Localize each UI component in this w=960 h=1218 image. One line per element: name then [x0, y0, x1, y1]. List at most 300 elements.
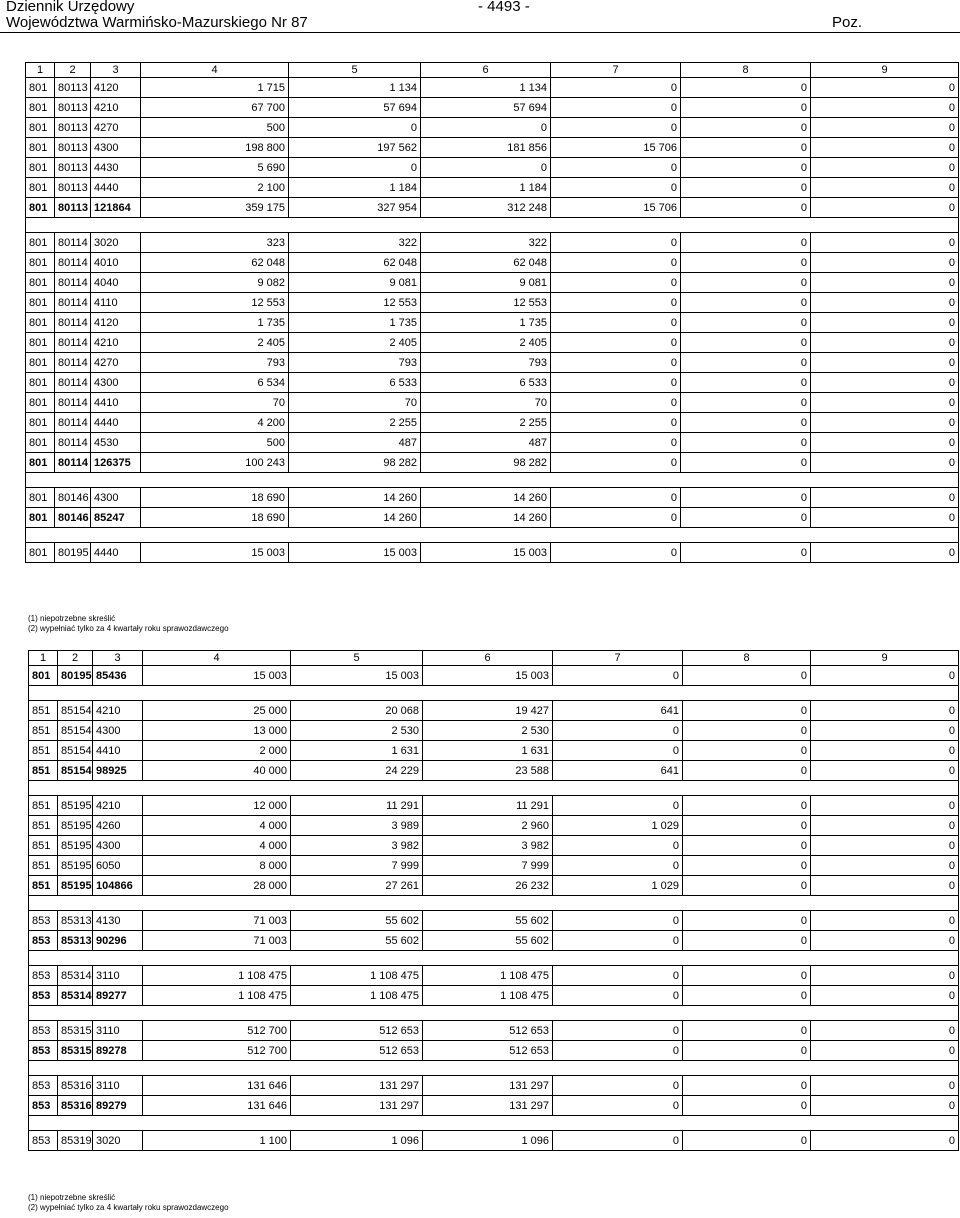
- table-cell: 512 653: [291, 1021, 423, 1041]
- table-cell: 641: [553, 701, 683, 721]
- table-cell: 98 282: [421, 453, 551, 473]
- table-cell: 793: [289, 353, 421, 373]
- table-cell: 801: [26, 78, 55, 98]
- table-row: [26, 543, 959, 563]
- table-cell: 801: [26, 138, 55, 158]
- table-cell: 851: [29, 876, 58, 896]
- table-cell: 853: [29, 1096, 58, 1116]
- table-cell: 0: [683, 1131, 811, 1151]
- table-cell: 487: [421, 433, 551, 453]
- table-cell: 851: [29, 761, 58, 781]
- table-cell: 0: [683, 966, 811, 986]
- separator-cell: [26, 218, 959, 233]
- table-cell: 851: [29, 836, 58, 856]
- table-cell: 0: [681, 178, 811, 198]
- footnote-1: (1) niepotrzebne skreślić: [28, 1193, 116, 1202]
- table-row: [26, 118, 959, 138]
- table-cell: 1 715: [141, 78, 289, 98]
- table-cell: 80114: [55, 313, 91, 333]
- table-cell: 2 255: [421, 413, 551, 433]
- table-cell: 0: [683, 761, 811, 781]
- section-separator: [29, 896, 959, 911]
- table-cell: 121864: [91, 198, 141, 218]
- footnote-1: (1) niepotrzebne skreślić: [28, 614, 116, 623]
- table-cell: 0: [553, 966, 683, 986]
- separator-cell: [29, 1006, 959, 1021]
- table-cell: 80113: [55, 158, 91, 178]
- table-cell: 67 700: [141, 98, 289, 118]
- table-cell: 26 232: [423, 876, 553, 896]
- column-header: 3: [93, 651, 143, 666]
- table-row: [29, 701, 959, 721]
- table-cell: 23 588: [423, 761, 553, 781]
- table-cell: 80114: [55, 373, 91, 393]
- table-cell: 6050: [93, 856, 143, 876]
- table-cell: 6 533: [421, 373, 551, 393]
- table-cell: 0: [683, 876, 811, 896]
- table-row: [29, 741, 959, 761]
- subtotal-row: [29, 1041, 959, 1061]
- table-cell: 80113: [55, 138, 91, 158]
- table-cell: 0: [681, 253, 811, 273]
- table-cell: 0: [683, 1096, 811, 1116]
- table-cell: 0: [811, 543, 959, 563]
- table-cell: 85315: [58, 1021, 93, 1041]
- table-cell: 4040: [91, 273, 141, 293]
- table-cell: 0: [681, 273, 811, 293]
- table-cell: 0: [681, 158, 811, 178]
- table-row: [26, 273, 959, 293]
- table-cell: 131 646: [143, 1076, 291, 1096]
- table-cell: 0: [681, 198, 811, 218]
- table-cell: 0: [551, 353, 681, 373]
- table-cell: 0: [811, 1041, 959, 1061]
- table-cell: 131 297: [423, 1096, 553, 1116]
- table-cell: 80146: [55, 488, 91, 508]
- table-cell: 181 856: [421, 138, 551, 158]
- table-cell: 853: [29, 1076, 58, 1096]
- table-row: [26, 158, 959, 178]
- table-cell: 85195: [58, 876, 93, 896]
- table-cell: 2 530: [423, 721, 553, 741]
- table-cell: 2 100: [141, 178, 289, 198]
- table-cell: 90296: [93, 931, 143, 951]
- table-cell: 0: [681, 413, 811, 433]
- table-cell: 853: [29, 986, 58, 1006]
- table-cell: 0: [811, 353, 959, 373]
- table-cell: 2 000: [143, 741, 291, 761]
- table-cell: 0: [811, 158, 959, 178]
- table-cell: 57 694: [421, 98, 551, 118]
- table-cell: 18 690: [141, 508, 289, 528]
- table-cell: 80114: [55, 233, 91, 253]
- table-cell: 1 029: [553, 876, 683, 896]
- table-cell: 80113: [55, 118, 91, 138]
- table-cell: 4260: [93, 816, 143, 836]
- table-cell: 0: [681, 98, 811, 118]
- table-cell: 4210: [93, 701, 143, 721]
- section-separator: [26, 528, 959, 543]
- table-row: [26, 233, 959, 253]
- table-cell: 0: [811, 138, 959, 158]
- table-cell: 1 631: [423, 741, 553, 761]
- table-cell: 85195: [58, 856, 93, 876]
- table-cell: 0: [811, 433, 959, 453]
- table-cell: 0: [681, 233, 811, 253]
- table-cell: 0: [553, 1041, 683, 1061]
- budget-table-1: [25, 62, 959, 563]
- table-cell: 0: [683, 701, 811, 721]
- table-cell: 0: [811, 333, 959, 353]
- table-cell: 0: [811, 508, 959, 528]
- table-cell: 4300: [93, 836, 143, 856]
- table-cell: 0: [553, 986, 683, 1006]
- footnotes-1: [28, 614, 229, 634]
- table-cell: 0: [551, 453, 681, 473]
- subtotal-row: [29, 876, 959, 896]
- table-cell: 4270: [91, 353, 141, 373]
- table-cell: 801: [26, 393, 55, 413]
- table-cell: 71 003: [143, 911, 291, 931]
- table-cell: 0: [551, 508, 681, 528]
- table-cell: 801: [26, 543, 55, 563]
- table-cell: 851: [29, 721, 58, 741]
- table-row: [29, 836, 959, 856]
- table-cell: 15 003: [143, 666, 291, 686]
- separator-cell: [26, 528, 959, 543]
- table-cell: 15 003: [421, 543, 551, 563]
- table-cell: 0: [683, 796, 811, 816]
- table-cell: 85319: [58, 1131, 93, 1151]
- table-cell: 0: [551, 413, 681, 433]
- table-cell: 0: [683, 931, 811, 951]
- table-cell: 198 800: [141, 138, 289, 158]
- table-cell: 0: [681, 543, 811, 563]
- table-cell: 0: [683, 1041, 811, 1061]
- table-cell: 0: [811, 666, 959, 686]
- table-cell: 0: [811, 198, 959, 218]
- table-cell: 801: [26, 118, 55, 138]
- table-cell: 4440: [91, 543, 141, 563]
- table-cell: 0: [551, 118, 681, 138]
- table-cell: 89277: [93, 986, 143, 1006]
- table-cell: 801: [26, 453, 55, 473]
- table-cell: 0: [811, 721, 959, 741]
- table-cell: 3110: [93, 966, 143, 986]
- table-cell: 3 989: [291, 816, 423, 836]
- table-cell: 1 100: [143, 1131, 291, 1151]
- table-cell: 85315: [58, 1041, 93, 1061]
- table-cell: 0: [811, 966, 959, 986]
- table-cell: 6 533: [289, 373, 421, 393]
- table-row: [26, 138, 959, 158]
- table-cell: 20 068: [291, 701, 423, 721]
- table-cell: 0: [811, 1096, 959, 1116]
- table-cell: 801: [26, 413, 55, 433]
- table-cell: 0: [811, 293, 959, 313]
- table-row: [26, 333, 959, 353]
- table-cell: 0: [551, 333, 681, 353]
- table-cell: 3110: [93, 1021, 143, 1041]
- footnote-2: (2) wypełniać tylko za 4 kwartały roku sprawozdawczego: [28, 1203, 229, 1212]
- table-cell: 322: [421, 233, 551, 253]
- table-cell: 11 291: [423, 796, 553, 816]
- table-cell: 15 003: [291, 666, 423, 686]
- table-cell: 85314: [58, 986, 93, 1006]
- table-cell: 0: [551, 433, 681, 453]
- table-cell: 0: [551, 373, 681, 393]
- table-cell: 0: [681, 393, 811, 413]
- table-cell: 0: [811, 856, 959, 876]
- table-cell: 0: [811, 178, 959, 198]
- table-row: [26, 313, 959, 333]
- table-row: [29, 856, 959, 876]
- table-cell: 80114: [55, 433, 91, 453]
- footnotes-2: [28, 1193, 229, 1213]
- separator-cell: [29, 1061, 959, 1076]
- table-cell: 89279: [93, 1096, 143, 1116]
- table-cell: 0: [811, 413, 959, 433]
- table-cell: 85154: [58, 761, 93, 781]
- table-cell: 0: [811, 233, 959, 253]
- table-row: [29, 721, 959, 741]
- table-cell: 801: [26, 198, 55, 218]
- table-cell: 853: [29, 966, 58, 986]
- table-cell: 4120: [91, 313, 141, 333]
- table-cell: 323: [141, 233, 289, 253]
- table-row: [26, 178, 959, 198]
- subtotal-row: [26, 453, 959, 473]
- table-cell: 4 000: [143, 836, 291, 856]
- section-separator: [26, 473, 959, 488]
- table-cell: 0: [811, 931, 959, 951]
- table-row: [26, 393, 959, 413]
- table-cell: 131 297: [423, 1076, 553, 1096]
- table-cell: 0: [553, 666, 683, 686]
- table-cell: 7 999: [291, 856, 423, 876]
- column-header-row: [29, 651, 959, 666]
- table-cell: 80114: [55, 253, 91, 273]
- table-row: [29, 911, 959, 931]
- table-cell: 0: [683, 666, 811, 686]
- table-cell: 4210: [91, 333, 141, 353]
- table-cell: 15 003: [423, 666, 553, 686]
- table-row: [29, 796, 959, 816]
- table-cell: 801: [26, 233, 55, 253]
- table-cell: 801: [26, 158, 55, 178]
- table-cell: 0: [553, 1021, 683, 1041]
- separator-cell: [29, 686, 959, 701]
- table-cell: 131 297: [291, 1076, 423, 1096]
- table-cell: 500: [141, 433, 289, 453]
- table-cell: 0: [681, 293, 811, 313]
- table-cell: 0: [811, 701, 959, 721]
- table-cell: 0: [553, 796, 683, 816]
- table-cell: 0: [683, 856, 811, 876]
- table-cell: 14 260: [289, 508, 421, 528]
- table-row: [26, 98, 959, 118]
- table-cell: 4530: [91, 433, 141, 453]
- table-cell: 0: [551, 98, 681, 118]
- subtotal-row: [26, 508, 959, 528]
- table-cell: 15 706: [551, 198, 681, 218]
- table-cell: 801: [26, 373, 55, 393]
- table-cell: 100 243: [141, 453, 289, 473]
- table-cell: 4430: [91, 158, 141, 178]
- table-cell: 793: [141, 353, 289, 373]
- table-cell: 80114: [55, 393, 91, 413]
- table-cell: 4300: [91, 488, 141, 508]
- table-cell: 0: [683, 1076, 811, 1096]
- table-cell: 85154: [58, 701, 93, 721]
- separator-cell: [29, 1116, 959, 1131]
- separator-cell: [29, 896, 959, 911]
- table-row: [29, 1076, 959, 1096]
- table-cell: 0: [811, 253, 959, 273]
- table-cell: 0: [289, 118, 421, 138]
- table-cell: 851: [29, 856, 58, 876]
- table-cell: 0: [553, 856, 683, 876]
- table-cell: 4300: [93, 721, 143, 741]
- table-cell: 0: [811, 986, 959, 1006]
- table-cell: 1 184: [289, 178, 421, 198]
- position-label: Poz.: [832, 14, 863, 31]
- table-cell: 0: [811, 393, 959, 413]
- table-cell: 85154: [58, 721, 93, 741]
- table-cell: 801: [26, 293, 55, 313]
- table-cell: 55 602: [291, 931, 423, 951]
- table-cell: 0: [553, 1131, 683, 1151]
- table-cell: 1 096: [423, 1131, 553, 1151]
- table-cell: 104866: [93, 876, 143, 896]
- table-cell: 0: [681, 373, 811, 393]
- table-cell: 28 000: [143, 876, 291, 896]
- table-cell: 4440: [91, 178, 141, 198]
- table-cell: 487: [289, 433, 421, 453]
- table-cell: 80114: [55, 273, 91, 293]
- table-row: [26, 293, 959, 313]
- table-cell: 0: [811, 741, 959, 761]
- section-separator: [29, 951, 959, 966]
- table-cell: 4110: [91, 293, 141, 313]
- table-cell: 1 184: [421, 178, 551, 198]
- table-cell: 0: [811, 796, 959, 816]
- table-cell: 131 297: [291, 1096, 423, 1116]
- table-cell: 853: [29, 1021, 58, 1041]
- table-cell: 25 000: [143, 701, 291, 721]
- table-cell: 80146: [55, 508, 91, 528]
- table-cell: 0: [811, 836, 959, 856]
- journal-title: Dziennik Urzędowy: [6, 0, 135, 15]
- subtotal-row: [29, 931, 959, 951]
- table-cell: 2 530: [291, 721, 423, 741]
- budget-table-2: [28, 650, 959, 1151]
- table-cell: 4300: [91, 373, 141, 393]
- table-cell: 2 405: [421, 333, 551, 353]
- subtotal-row: [29, 666, 959, 686]
- column-header: 7: [553, 651, 683, 666]
- table-cell: 793: [421, 353, 551, 373]
- table-cell: 1 735: [289, 313, 421, 333]
- table-cell: 85314: [58, 966, 93, 986]
- column-header: 9: [811, 63, 959, 78]
- column-header: 2: [55, 63, 91, 78]
- table-cell: 0: [811, 373, 959, 393]
- column-header: 8: [683, 651, 811, 666]
- table-cell: 85195: [58, 796, 93, 816]
- table-cell: 70: [289, 393, 421, 413]
- table-cell: 801: [26, 488, 55, 508]
- table-cell: 12 000: [143, 796, 291, 816]
- table-cell: 512 700: [143, 1041, 291, 1061]
- table-cell: 13 000: [143, 721, 291, 741]
- table-cell: 0: [681, 453, 811, 473]
- table-cell: 18 690: [141, 488, 289, 508]
- table-cell: 851: [29, 796, 58, 816]
- table-cell: 853: [29, 911, 58, 931]
- table-cell: 851: [29, 816, 58, 836]
- table-cell: 1 134: [289, 78, 421, 98]
- table-cell: 1 108 475: [143, 986, 291, 1006]
- table-cell: 0: [681, 488, 811, 508]
- table-cell: 6 534: [141, 373, 289, 393]
- table-cell: 80113: [55, 178, 91, 198]
- table-cell: 0: [681, 433, 811, 453]
- table-cell: 0: [811, 98, 959, 118]
- table-cell: 0: [811, 118, 959, 138]
- section-separator: [29, 1061, 959, 1076]
- table-cell: 15 706: [551, 138, 681, 158]
- table-cell: 0: [683, 816, 811, 836]
- section-separator: [29, 1116, 959, 1131]
- table-row: [29, 816, 959, 836]
- table-cell: 85313: [58, 911, 93, 931]
- table-cell: 0: [553, 741, 683, 761]
- table-cell: 3020: [93, 1131, 143, 1151]
- table-cell: 0: [811, 1076, 959, 1096]
- table-cell: 801: [26, 333, 55, 353]
- table-cell: 85195: [58, 836, 93, 856]
- table-cell: 71 003: [143, 931, 291, 951]
- table-cell: 0: [551, 488, 681, 508]
- table-cell: 853: [29, 931, 58, 951]
- table-cell: 3 982: [291, 836, 423, 856]
- table-cell: 4270: [91, 118, 141, 138]
- table-cell: 14 260: [421, 508, 551, 528]
- table-cell: 80114: [55, 413, 91, 433]
- table-cell: 0: [811, 1131, 959, 1151]
- table-cell: 1 631: [291, 741, 423, 761]
- column-header: 3: [91, 63, 141, 78]
- table-cell: 4440: [91, 413, 141, 433]
- table-cell: 851: [29, 741, 58, 761]
- table-cell: 1 108 475: [143, 966, 291, 986]
- table-cell: 55 602: [423, 931, 553, 951]
- table-cell: 801: [26, 353, 55, 373]
- table-row: [26, 373, 959, 393]
- table-cell: 801: [26, 508, 55, 528]
- table-cell: 0: [681, 333, 811, 353]
- column-header: 2: [58, 651, 93, 666]
- table-cell: 0: [683, 986, 811, 1006]
- table-cell: 55 602: [423, 911, 553, 931]
- table-cell: 4210: [93, 796, 143, 816]
- table-cell: 4410: [91, 393, 141, 413]
- table-cell: 1 029: [553, 816, 683, 836]
- table-cell: 0: [551, 158, 681, 178]
- table-cell: 853: [29, 1131, 58, 1151]
- table-cell: 3 982: [423, 836, 553, 856]
